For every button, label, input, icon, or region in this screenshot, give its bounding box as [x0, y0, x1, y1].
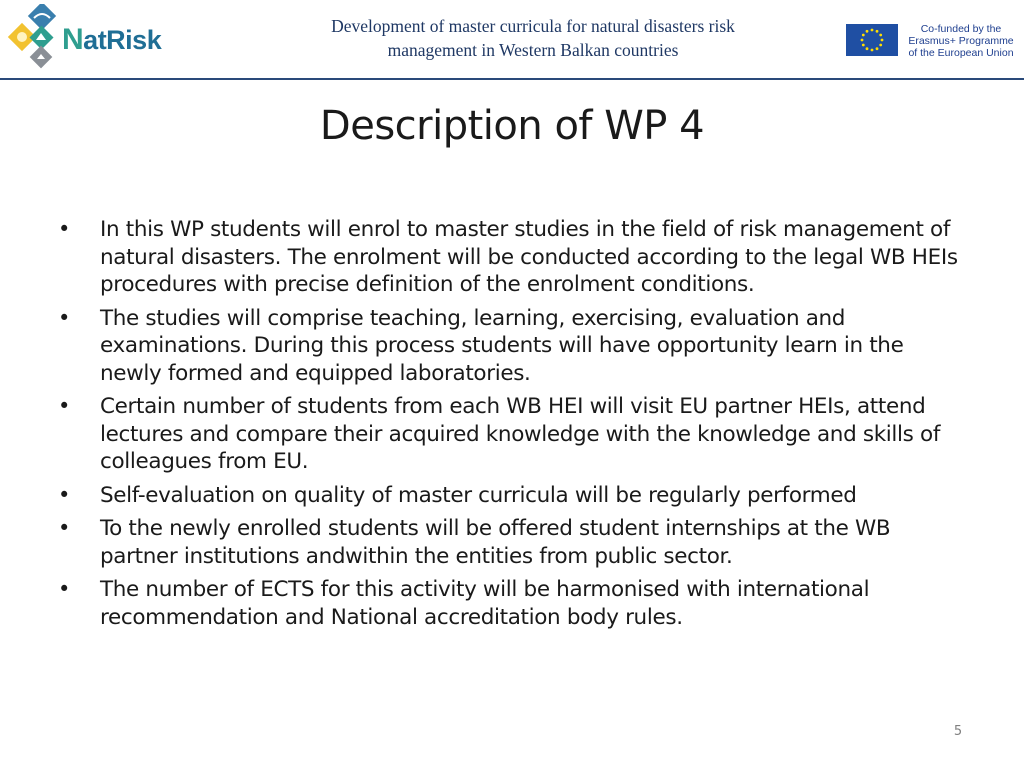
eu-flag — [846, 24, 898, 56]
bullet-text: Self-evaluation on quality of master curricula will be regularly performed — [100, 482, 857, 508]
bullet-item — [56, 216, 966, 299]
slide-title: Description of WP 4 — [319, 103, 705, 149]
logo-wordmark-n: N — [62, 23, 84, 56]
eu-text-line-3: of the European Union — [908, 47, 1014, 59]
eu-flag-icon — [846, 24, 898, 56]
header — [0, 0, 1024, 80]
bullet-marker: • — [58, 217, 71, 241]
bullet-text: The number of ECTS for this activity will be harmonised with international recommendation and National accreditation body rules. — [100, 577, 870, 630]
natrisk-logo — [6, 4, 166, 72]
bullet-item — [56, 515, 966, 570]
bullet-text: Certain number of students from each WB HEI will visit EU partner HEIs, attend lectures and compare their acquired knowledge with the knowledge and skills of colleagues from EU. — [100, 394, 941, 474]
header-divider — [0, 78, 1024, 80]
bullet-marker: • — [58, 305, 71, 330]
logo-wordmark — [62, 25, 161, 55]
bullet-marker: • — [58, 394, 71, 418]
logo-wordmark-rest: atRisk — [83, 25, 162, 55]
bullet-item — [56, 393, 966, 476]
bullet-marker: • — [58, 577, 71, 601]
bullet-marker: • — [58, 482, 71, 507]
erasmus-cofunded-label — [903, 23, 1019, 59]
bullet-item — [56, 576, 966, 631]
bullet-text: To the newly enrolled students will be offered student internships at the WB partner institutions andwithin the entities from public sector. — [100, 516, 891, 569]
bullet-list — [56, 216, 966, 637]
project-title-line-1: Development of master curricula for natural disasters risk — [331, 16, 735, 36]
project-title-line-2: management in Western Balkan countries — [387, 40, 679, 60]
eu-text-line-2: Erasmus+ Programme — [908, 35, 1014, 47]
page-number: 5 — [953, 724, 963, 739]
bullet-marker: • — [58, 516, 71, 540]
bullet-text: In this WP students will enrol to master studies in the field of risk management of natural disasters. The enrolment will be conducted according to the legal WB HEIs procedures with precise definition of the enrolment conditions. — [100, 217, 958, 297]
bullet-item — [56, 305, 966, 388]
eu-text-line-1: Co-funded by the — [920, 23, 1002, 35]
bullet-item — [56, 482, 966, 510]
project-title — [250, 14, 816, 62]
bullet-text: The studies will comprise teaching, learning, exercising, evaluation and examinations. During this process students will have opportunity learn in the newly formed and equipped laboratories. — [100, 305, 904, 386]
